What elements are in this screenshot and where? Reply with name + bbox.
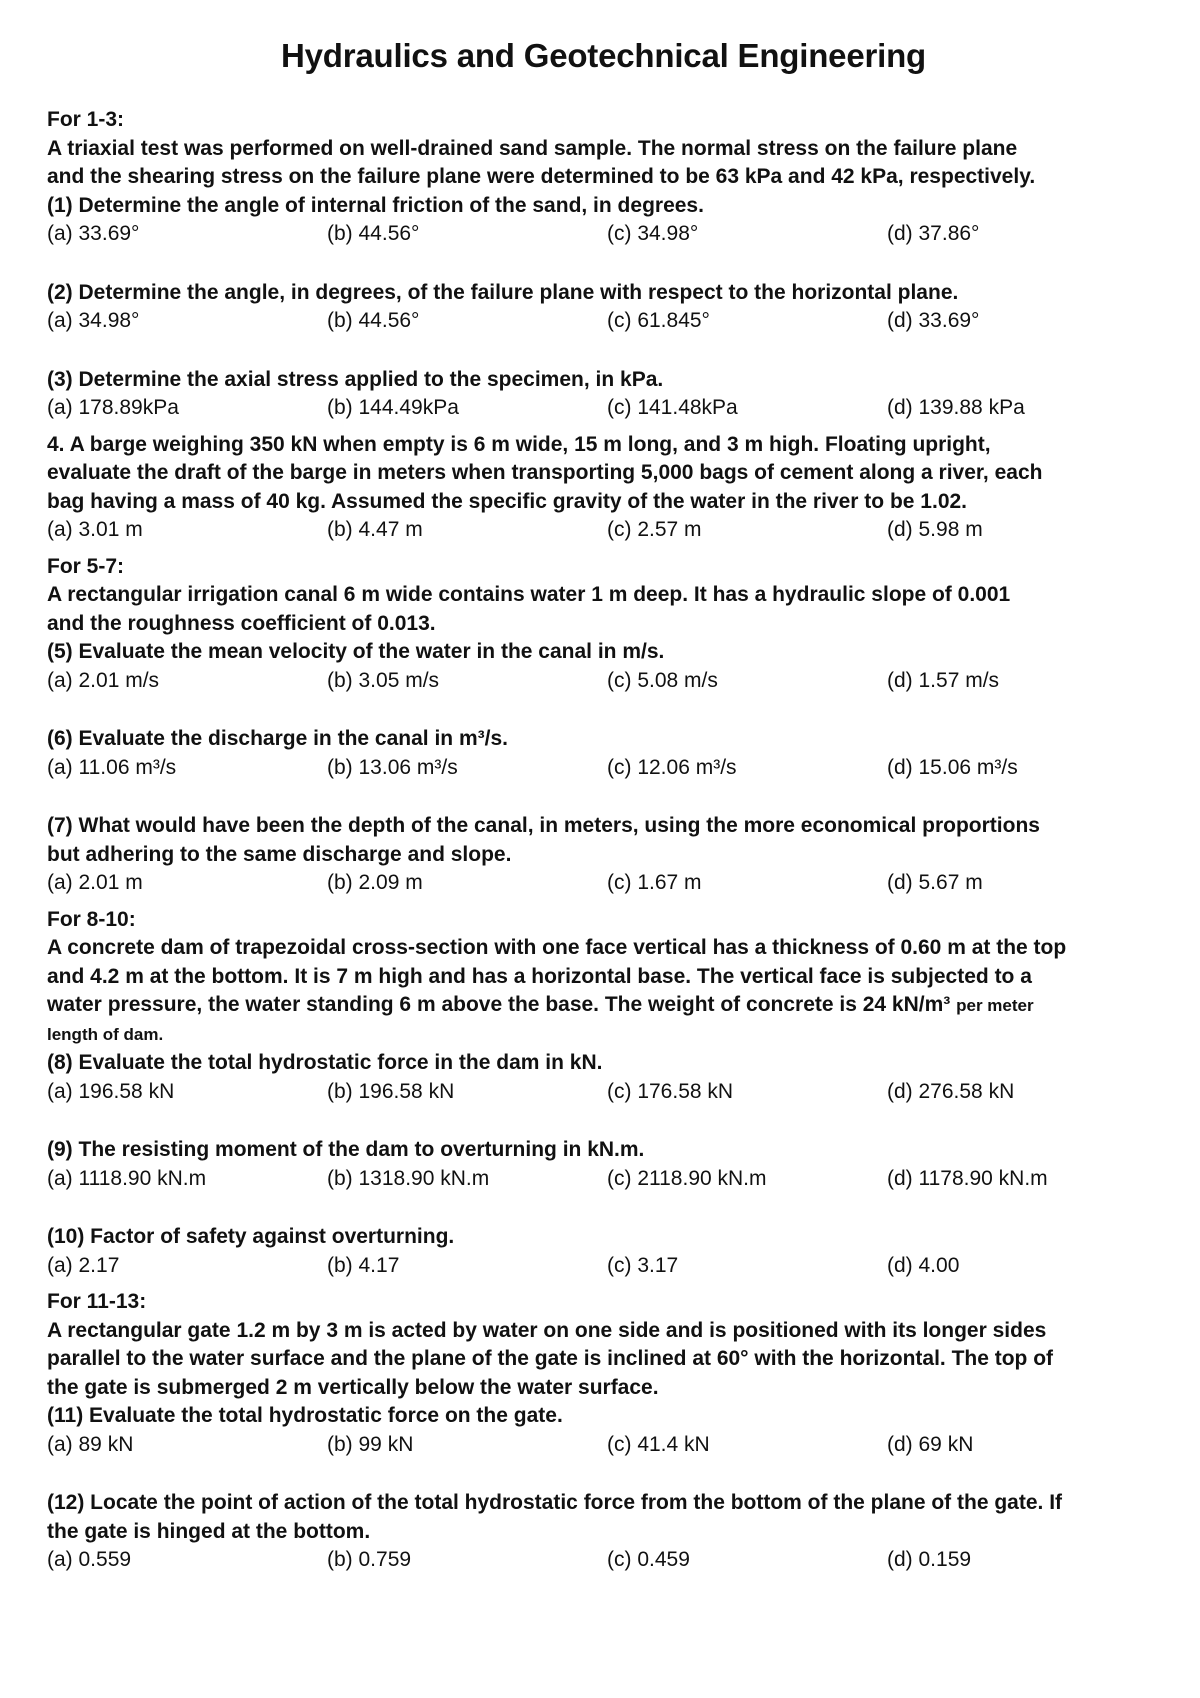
option-b: (b) 13.06 m³/s — [327, 755, 458, 779]
question-text: bag having a mass of 40 kg. Assumed the specific gravity of the water in the river to be 1.02. — [47, 489, 968, 513]
option-b: (b) 1318.90 kN.m — [327, 1166, 490, 1190]
option-d: (d) 69 kN — [887, 1432, 974, 1456]
options-1 — [47, 220, 1160, 249]
options-2 — [47, 307, 1160, 336]
options-4 — [47, 516, 1160, 545]
option-a: (a) 3.01 m — [47, 518, 143, 541]
option-a: (a) 33.69° — [47, 222, 140, 245]
section-heading: For 5-7: — [47, 554, 125, 578]
intro-line: parallel to the water surface and the plane of the gate is inclined at 60° with the horizontal. The top of — [47, 1347, 1054, 1370]
option-b: (b) 3.05 m/s — [327, 668, 440, 692]
problem-intro-8-10 — [47, 906, 1160, 1050]
question-9 — [47, 1136, 1160, 1165]
option-d: (d) 5.98 m — [887, 518, 983, 541]
intro-line: the gate is submerged 2 m vertically below the water surface. — [47, 1375, 659, 1399]
option-c: (c) 34.98° — [607, 222, 699, 245]
option-b: (b) 44.56° — [327, 309, 420, 332]
option-c: (c) 2118.90 kN.m — [607, 1166, 767, 1190]
option-b: (b) 4.47 m — [327, 518, 423, 541]
options-6 — [47, 754, 1160, 783]
question-2 — [47, 279, 1160, 308]
question-3 — [47, 366, 1160, 395]
problem-intro-1-3 — [47, 106, 1160, 192]
question-text: (1) Determine the angle of internal friction of the sand, in degrees. — [47, 193, 704, 217]
intro-line: A rectangular irrigation canal 6 m wide contains water 1 m deep. It has a hydraulic slope of 0.001 — [47, 583, 1011, 606]
option-a: (a) 2.01 m — [47, 871, 143, 894]
intro-line-main: water pressure, the water standing 6 m above the base. The weight of concrete is 24 kN/m³ — [47, 993, 951, 1016]
question-text: (3) Determine the axial stress applied to the specimen, in kPa. — [47, 367, 664, 391]
question-text: (11) Evaluate the total hydrostatic force on the gate. — [47, 1404, 563, 1427]
question-6 — [47, 725, 1160, 754]
options-10 — [47, 1252, 1160, 1281]
option-c: (c) 176.58 kN — [607, 1079, 734, 1103]
question-text: (6) Evaluate the discharge in the canal in m³/s. — [47, 727, 508, 750]
question-text: (12) Locate the point of action of the total hydrostatic force from the bottom of the plane of the gate. If — [47, 1491, 1063, 1514]
option-a: (a) 2.01 m/s — [47, 668, 160, 692]
option-c: (c) 1.67 m — [607, 871, 702, 894]
problem-intro-5-7 — [47, 553, 1160, 639]
option-b: (b) 4.17 — [327, 1253, 400, 1277]
option-a: (a) 0.559 — [47, 1548, 132, 1571]
intro-line: A triaxial test was performed on well-drained sand sample. The normal stress on the failure plane — [47, 136, 1018, 160]
options-3 — [47, 394, 1160, 423]
section-heading: For 11-13: — [47, 1290, 147, 1313]
option-d: (d) 15.06 m³/s — [887, 755, 1018, 779]
question-7 — [47, 812, 1160, 869]
option-c: (c) 141.48kPa — [607, 396, 738, 419]
question-text: (2) Determine the angle, in degrees, of the failure plane with respect to the horizontal plane. — [47, 280, 959, 304]
option-b: (b) 0.759 — [327, 1548, 412, 1571]
option-d: (d) 5.67 m — [887, 871, 983, 894]
option-d: (d) 1178.90 kN.m — [887, 1166, 1048, 1190]
intro-line — [47, 991, 1160, 1021]
question-1 — [47, 192, 1160, 221]
question-5 — [47, 638, 1160, 667]
option-c: (c) 3.17 — [607, 1253, 679, 1277]
option-b: (b) 2.09 m — [327, 871, 423, 894]
option-c: (c) 5.08 m/s — [607, 668, 718, 692]
intro-line: and the shearing stress on the failure plane were determined to be 63 kPa and 42 kPa, respectively. — [47, 165, 1036, 188]
intro-line-tail: per meter — [956, 996, 1034, 1015]
question-8 — [47, 1049, 1160, 1078]
option-a: (a) 2.17 — [47, 1253, 120, 1277]
problem-intro-11-13 — [47, 1288, 1160, 1402]
options-9 — [47, 1165, 1160, 1194]
question-11 — [47, 1402, 1160, 1431]
intro-line: and 4.2 m at the bottom. It is 7 m high and has a horizontal base. The vertical face is subjected to a — [47, 964, 1032, 988]
option-d: (d) 4.00 — [887, 1253, 960, 1277]
question-text: (7) What would have been the depth of the canal, in meters, using the more economical proportions — [47, 814, 1040, 837]
option-b: (b) 196.58 kN — [327, 1079, 455, 1103]
question-10 — [47, 1223, 1160, 1252]
option-b: (b) 144.49kPa — [327, 396, 459, 419]
intro-line: and the roughness coefficient of 0.013. — [47, 611, 436, 635]
question-4 — [47, 431, 1160, 517]
options-5 — [47, 667, 1160, 696]
section-heading: For 1-3: — [47, 108, 125, 131]
intro-line: A rectangular gate 1.2 m by 3 m is acted by water on one side and is positioned with its longer sides — [47, 1318, 1047, 1342]
options-11 — [47, 1431, 1160, 1460]
question-text: (5) Evaluate the mean velocity of the water in the canal in m/s. — [47, 640, 665, 663]
intro-line: A concrete dam of trapezoidal cross-section with one face vertical has a thickness of 0.60 m at the top — [47, 936, 1067, 959]
intro-line-last: length of dam. — [47, 1024, 164, 1044]
options-7 — [47, 869, 1160, 898]
option-d: (d) 276.58 kN — [887, 1079, 1015, 1103]
question-12 — [47, 1489, 1160, 1546]
option-d: (d) 37.86° — [887, 222, 980, 245]
option-a: (a) 11.06 m³/s — [47, 755, 177, 779]
option-a: (a) 1118.90 kN.m — [47, 1166, 207, 1190]
option-a: (a) 196.58 kN — [47, 1079, 175, 1103]
options-12 — [47, 1546, 1160, 1575]
option-c: (c) 12.06 m³/s — [607, 755, 737, 779]
option-b: (b) 99 kN — [327, 1432, 414, 1456]
question-text: (9) The resisting moment of the dam to overturning in kN.m. — [47, 1138, 645, 1161]
section-heading: For 8-10: — [47, 907, 136, 931]
question-text: (8) Evaluate the total hydrostatic force in the dam in kN. — [47, 1051, 603, 1074]
option-c: (c) 41.4 kN — [607, 1432, 710, 1456]
option-c: (c) 2.57 m — [607, 518, 702, 541]
option-c: (c) 61.845° — [607, 309, 710, 332]
option-c: (c) 0.459 — [607, 1548, 690, 1571]
option-d: (d) 139.88 kPa — [887, 396, 1025, 419]
option-b: (b) 44.56° — [327, 222, 420, 245]
option-d: (d) 33.69° — [887, 309, 980, 332]
option-a: (a) 34.98° — [47, 309, 140, 332]
question-text: (10) Factor of safety against overturning. — [47, 1225, 455, 1248]
option-d: (d) 1.57 m/s — [887, 668, 1000, 692]
question-text: the gate is hinged at the bottom. — [47, 1519, 371, 1543]
question-text: evaluate the draft of the barge in meters when transporting 5,000 bags of cement along a river, each — [47, 461, 1043, 484]
option-a: (a) 178.89kPa — [47, 396, 179, 419]
options-8 — [47, 1078, 1160, 1107]
page-title: Hydraulics and Geotechnical Engineering — [280, 37, 927, 74]
question-text: 4. A barge weighing 350 kN when empty is 6 m wide, 15 m long, and 3 m high. Floating upright, — [47, 432, 991, 456]
option-a: (a) 89 kN — [47, 1432, 134, 1456]
question-text: but adhering to the same discharge and slope. — [47, 842, 512, 866]
option-d: (d) 0.159 — [887, 1548, 972, 1571]
